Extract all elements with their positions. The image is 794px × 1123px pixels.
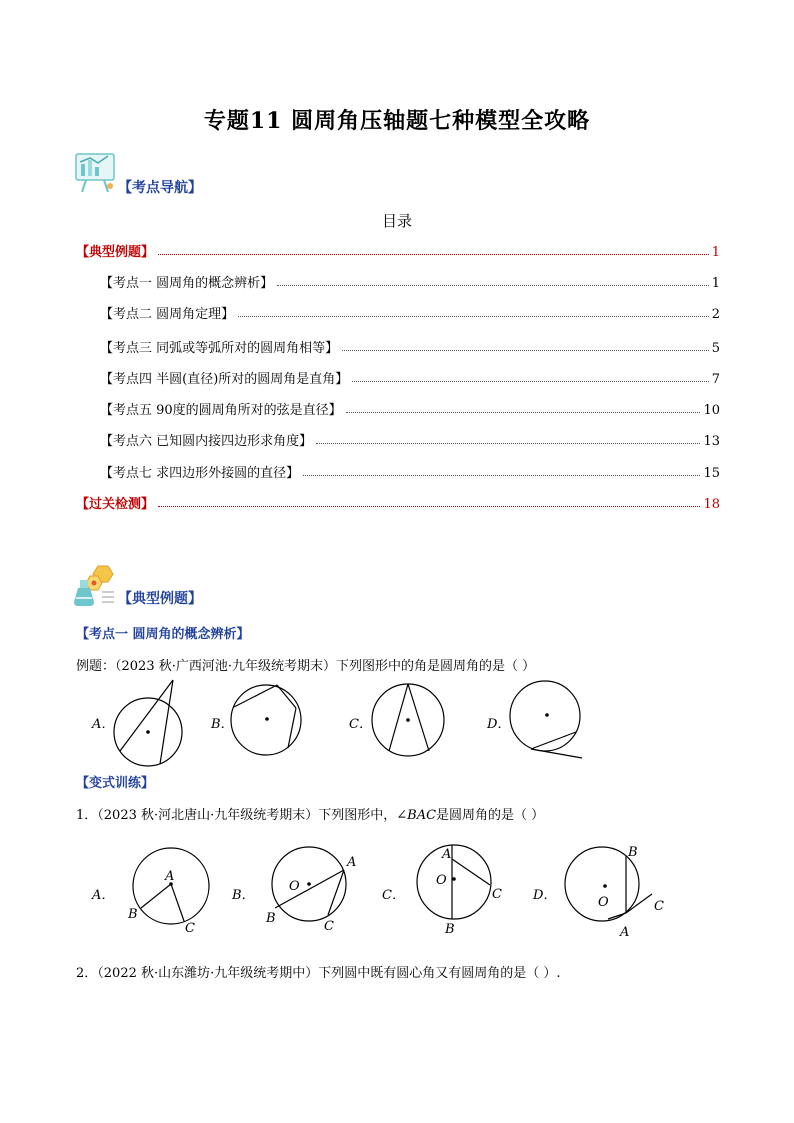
figure-example-d	[506, 680, 586, 766]
question-2: 2．（2022 秋·山东潍坊·九年级统考期中）下列圆中既有圆心角又有圆周角的是（ ）.	[76, 966, 561, 981]
presentation-board-icon	[72, 150, 118, 196]
option-label-d: D．	[533, 888, 557, 903]
point-a: A	[347, 855, 357, 870]
toc-entry[interactable]	[100, 367, 720, 387]
page-title: 专题11 圆周角压轴题七种模型全攻略	[203, 108, 591, 134]
toc-entry-label: 【考点一 圆周角的概念辨析】	[100, 276, 274, 291]
toc-entry[interactable]	[76, 492, 720, 512]
toc-page: 15	[703, 466, 720, 481]
point-b: B	[266, 911, 276, 926]
toc-entry[interactable]	[100, 302, 720, 322]
point-b: B	[128, 907, 138, 922]
option-label-c: C．	[382, 888, 405, 903]
point-o: O	[436, 873, 447, 888]
toc-entry[interactable]	[100, 271, 720, 291]
toc-leader	[303, 475, 700, 476]
topic-heading: 【考点一 圆周角的概念辨析】	[76, 627, 250, 642]
question-1	[76, 804, 544, 823]
option-label-c: C．	[349, 717, 372, 732]
toc-entry[interactable]	[100, 398, 720, 418]
toc-entry-label: 【过关检测】	[76, 497, 155, 512]
example-question: 例题：（2023 秋·广西河池·九年级统考期末）下列图形中的角是圆周角的是（ ）	[76, 659, 536, 674]
toc-entry[interactable]	[100, 336, 720, 356]
figure-example-a	[110, 676, 190, 776]
toc-leader	[342, 350, 709, 351]
option-label-b: B．	[232, 888, 255, 903]
figure-example-c	[368, 678, 448, 762]
toc-leader	[352, 381, 708, 382]
toc-entry[interactable]	[100, 429, 720, 449]
toc-entry[interactable]	[100, 461, 720, 481]
toc-leader	[316, 443, 700, 444]
toc-page: 5	[711, 341, 720, 356]
point-a: A	[165, 869, 175, 884]
toc-page: 7	[711, 372, 720, 387]
point-c: C	[654, 899, 664, 914]
figure-q1-d	[562, 840, 672, 944]
figure-example-b	[228, 680, 308, 764]
nav-heading: 【考点导航】	[118, 180, 202, 196]
toc-entry-label: 【考点四 半圆(直径)所对的圆周角是直角】	[100, 372, 349, 387]
point-o: O	[289, 879, 300, 894]
toc-entry-label: 【考点五 90度的圆周角所对的弦是直径】	[100, 403, 342, 418]
point-o: O	[598, 895, 609, 910]
option-label-a: A．	[92, 888, 115, 903]
option-label-a: A．	[92, 717, 115, 732]
toc-leader	[158, 506, 700, 507]
toc-entry-label: 【考点六 已知圆内接四边形求角度】	[100, 434, 313, 449]
flask-icon	[72, 562, 118, 608]
toc-title: 目录	[381, 212, 412, 230]
toc-entry[interactable]	[76, 240, 720, 260]
toc-page: 13	[703, 434, 720, 449]
option-label-b: B．	[211, 717, 234, 732]
toc-leader	[238, 316, 709, 317]
point-c: C	[324, 919, 334, 934]
toc-entry-label: 【考点七 求四边形外接圆的直径】	[100, 466, 300, 481]
figure-q1-a	[122, 840, 217, 939]
point-a: A	[442, 847, 452, 862]
toc-leader	[277, 285, 709, 286]
point-c: C	[185, 921, 195, 935]
question-1-text-end: 是圆周角的是（ ）	[436, 808, 545, 823]
section-heading: 【典型例题】	[118, 591, 202, 607]
toc-page: 1	[711, 276, 720, 291]
toc-leader	[158, 254, 709, 255]
option-label-d: D．	[487, 717, 511, 732]
toc-page: 1	[711, 245, 720, 260]
figure-q1-b	[262, 840, 367, 939]
point-c: C	[492, 887, 502, 902]
point-a: A	[620, 925, 630, 940]
angle-bac-symbol: ∠BAC	[396, 808, 437, 823]
question-1-text: 1．（2023 秋·河北唐山·九年级统考期末）下列图形中，	[76, 808, 397, 823]
toc-entry-label: 【典型例题】	[76, 245, 155, 260]
variant-heading: 【变式训练】	[76, 776, 155, 791]
point-b: B	[445, 922, 455, 937]
toc-entry-label: 【考点三 同弧或等弧所对的圆周角相等】	[100, 341, 339, 356]
toc-page: 2	[711, 307, 720, 322]
figure-q1-c	[410, 840, 510, 942]
toc-page: 10	[703, 403, 720, 418]
point-b: B	[628, 845, 638, 860]
toc-leader	[346, 412, 701, 413]
toc-entry-label: 【考点二 圆周角定理】	[100, 307, 235, 322]
toc-page: 18	[703, 497, 720, 512]
